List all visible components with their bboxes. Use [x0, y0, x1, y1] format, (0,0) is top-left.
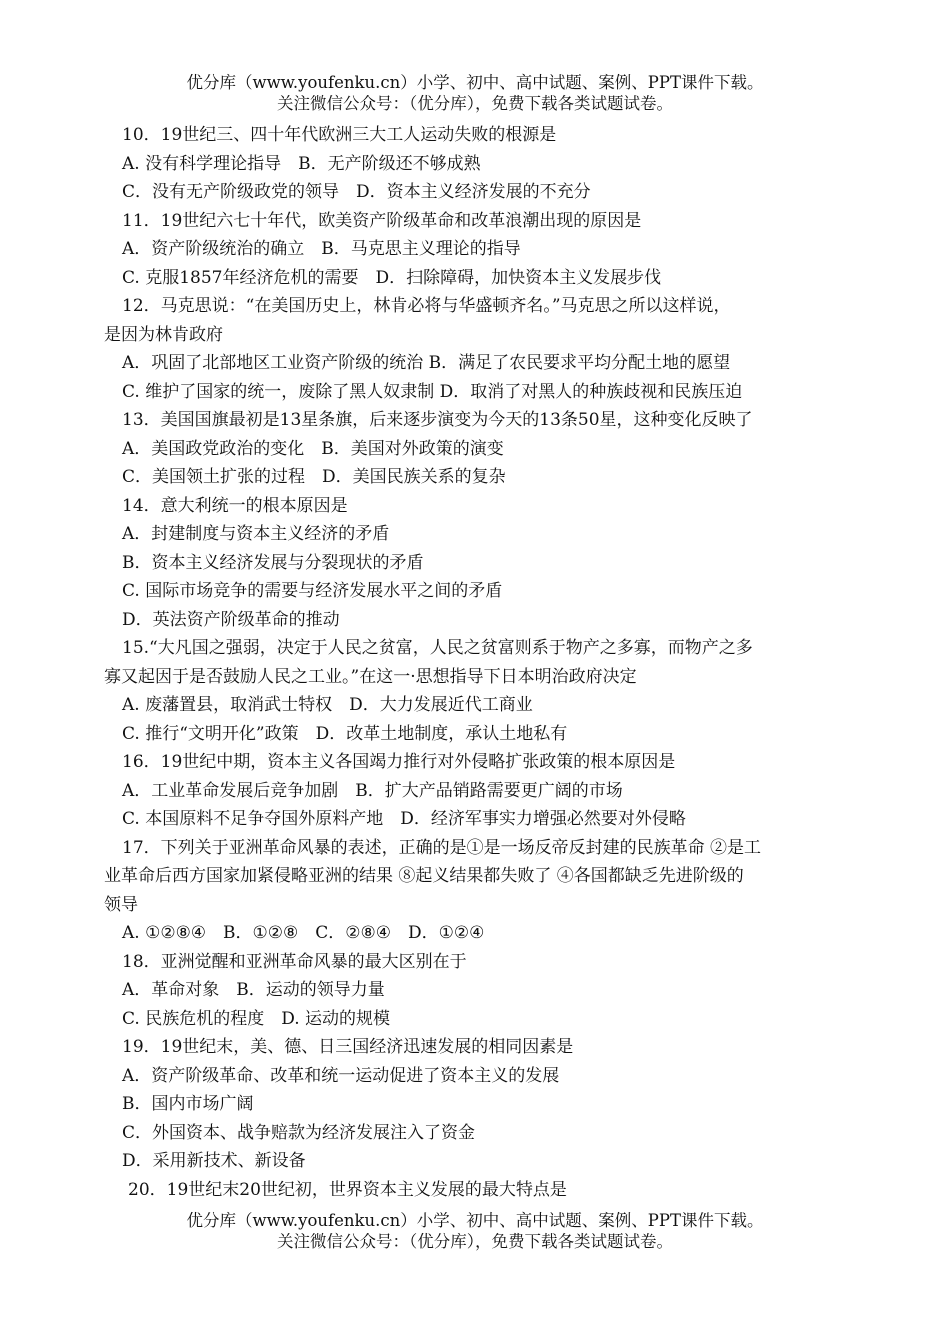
question-17: 17．下列关于亚洲革命风暴的表述，正确的是①是一场反帝反封建的民族革命 ②是工 [122, 837, 762, 858]
question-12-continued: 是因为林肯政府 [104, 324, 223, 345]
option-line: C. 克服1857年经济危机的需要 D．扫除障碍，加快资本主义发展步伐 [122, 267, 662, 288]
option-line: A. 没有科学理论指导 B．无产阶级还不够成熟 [122, 153, 481, 174]
question-16: 16．19世纪中期，资本主义各国竭力推行对外侵略扩张政策的根本原因是 [122, 752, 676, 772]
option-line: C. 推行“文明开化”政策 D．改革土地制度，承认土地私有 [122, 723, 568, 744]
option-line: B．国内市场广阔 [122, 1094, 254, 1114]
header-line-2: 关注微信公众号：（优分库），免费下载各类试题试卷。 [277, 94, 673, 113]
page-footer [0, 1210, 950, 1252]
option-line: C．外国资本、战争赔款为经济发展注入了资金 [122, 1122, 476, 1143]
question-12: 12．马克思说：“在美国历史上，林肯必将与华盛顿齐名。”马克思之所以这样说， [122, 296, 731, 316]
option-line: D．英法资产阶级革命的推动 [122, 609, 340, 630]
option-line: C. 民族危机的程度 D. 运动的规模 [122, 1008, 391, 1029]
option-line: D．采用新技术、新设备 [122, 1151, 306, 1171]
question-17-continued: 领导 [104, 894, 138, 915]
option-line: A．资产阶级革命、改革和统一运动促进了资本主义的发展 [122, 1065, 560, 1086]
option-line: C．美国领土扩张的过程 D．美国民族关系的复杂 [122, 467, 506, 487]
option-line: C．没有无产阶级政党的领导 D．资本主义经济发展的不充分 [122, 182, 591, 202]
option-line: A．封建制度与资本主义经济的矛盾 [122, 524, 390, 544]
option-line: C. 本国原料不足争夺国外原料产地 D．经济军事实力增强必然要对外侵略 [122, 809, 686, 829]
option-line: B．资本主义经济发展与分裂现状的矛盾 [122, 552, 424, 573]
option-line: A. ①②⑧④ B．①②⑧ C．②⑧④ D．①②④ [122, 923, 485, 943]
footer-line-1: 优分库（www.youfenku.cn）小学、初中、高中试题、案例、PPT课件下载。 [186, 1211, 764, 1230]
option-line: A. 废藩置县，取消武士特权 D．大力发展近代工商业 [122, 695, 533, 715]
header-line-1: 优分库（www.youfenku.cn）小学、初中、高中试题、案例、PPT课件下载。 [186, 73, 764, 92]
option-line: C. 国际市场竞争的需要与经济发展水平之间的矛盾 [122, 581, 503, 601]
option-line: A．资产阶级统治的确立 B．马克思主义理论的指导 [122, 239, 521, 259]
option-line: A．巩固了北部地区工业资产阶级的统治 B．满足了农民要求平均分配土地的愿望 [122, 353, 731, 373]
question-10: 10．19世纪三、四十年代欧洲三大工人运动失败的根源是 [122, 125, 557, 145]
page-header [0, 72, 950, 114]
footer-line-2: 关注微信公众号：（优分库），免费下载各类试题试卷。 [277, 1232, 673, 1251]
question-19: 19．19世纪末，美、德、日三国经济迅速发展的相同因素是 [122, 1037, 574, 1057]
question-18: 18．亚洲觉醒和亚洲革命风暴的最大区别在于 [122, 951, 467, 972]
question-20: 20．19世纪末20世纪初，世界资本主义发展的最大特点是 [128, 1179, 567, 1200]
option-line: A．革命对象 B．运动的领导力量 [122, 980, 385, 1000]
question-15: 15.“大凡国之强弱，决定于人民之贫富，人民之贫富则系于物产之多寡，而物产之多 [122, 638, 753, 658]
question-15-continued: 寡又起因于是否鼓励人民之工业。”在这一·思想指导下日本明治政府决定 [104, 666, 637, 687]
question-17-continued: 业革命后西方国家加紧侵略亚洲的结果 ⑧起义结果都失败了 ④各国都缺乏先进阶级的 [104, 866, 744, 886]
question-13: 13．美国国旗最初是13星条旗，后来逐步演变为今天的13条50星，这种变化反映了 [122, 410, 753, 430]
option-line: A．美国政党政治的变化 B．美国对外政策的演变 [122, 438, 504, 459]
question-14: 14．意大利统一的根本原因是 [122, 495, 348, 516]
option-line: C. 维护了国家的统一，废除了黑人奴隶制 D．取消了对黑人的种族歧视和民族压迫 [122, 381, 743, 402]
question-11: 11．19世纪六七十年代，欧美资产阶级革命和改革浪潮出现的原因是 [122, 210, 642, 231]
option-line: A．工业革命发展后竞争加剧 B．扩大产品销路需要更广阔的市场 [122, 780, 623, 801]
